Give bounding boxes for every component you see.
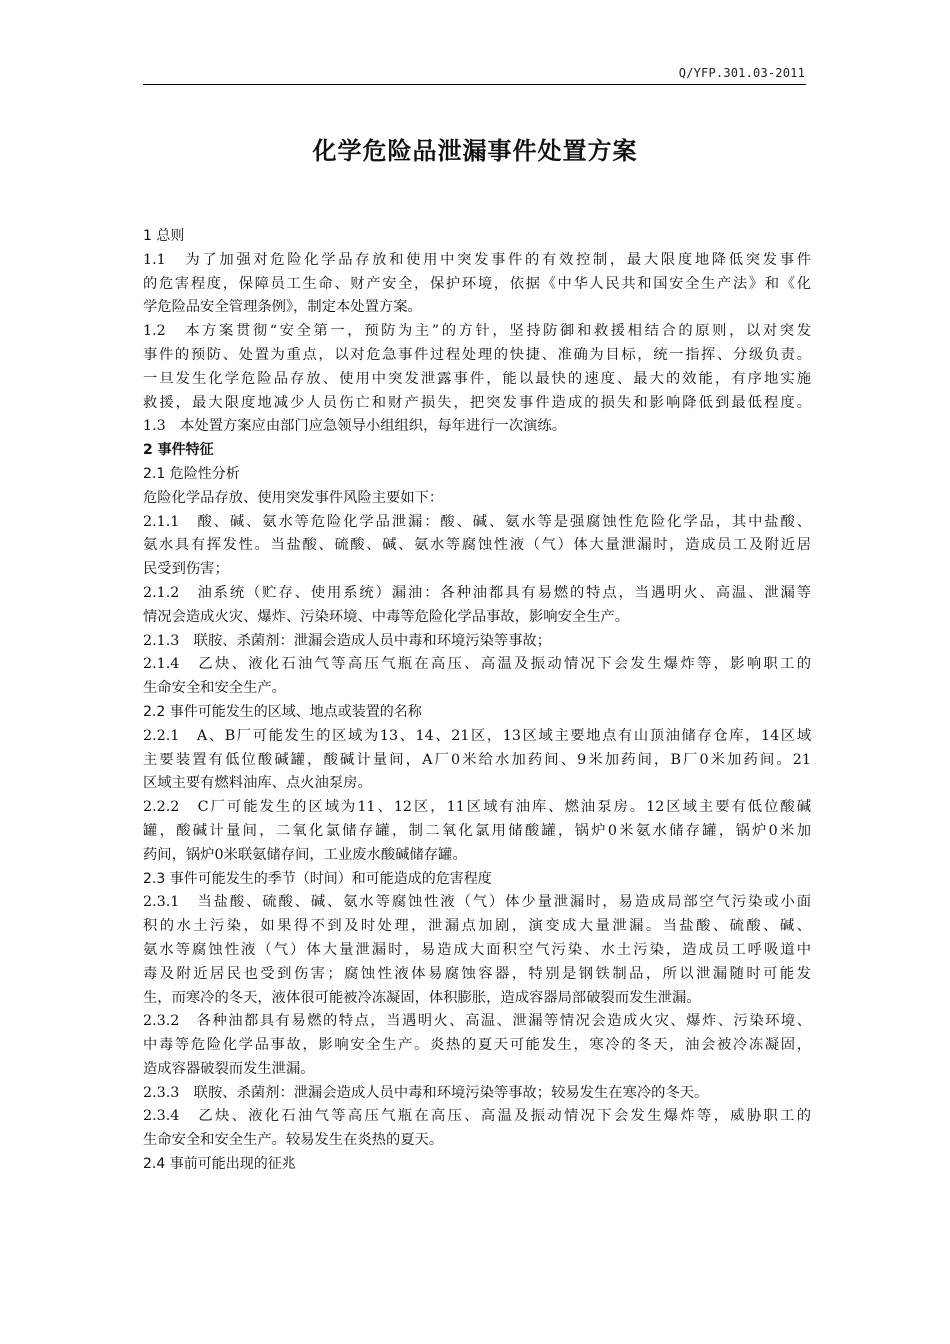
- document-code: Q/YFP.301.03-2011: [678, 66, 805, 80]
- header-rule: [143, 84, 806, 85]
- paragraph-line: 危险化学品存放、使用突发事件风险主要如下：: [143, 489, 444, 506]
- paragraph-line: 1.1 为了加强对危险化学品存放和使用中突发事件的有效控制，最大限度地降低突发事件: [143, 251, 811, 268]
- paragraph-line: 2.1.2 油系统（贮存、使用系统）漏油：各种油都具有易燃的特点，当遇明火、高温、泄漏等: [143, 584, 811, 601]
- paragraph-line: 2.3.4 乙炔、液化石油气等高压气瓶在高压、高温及振动情况下会发生爆炸等，威胁职工的: [143, 1108, 811, 1125]
- paragraph-line: 毒及附近居民也受到伤害；腐蚀性液体易腐蚀容器，特别是钢铁制品，所以泄漏随时可能发: [143, 965, 811, 982]
- section-heading: 1 总则: [143, 228, 185, 244]
- paragraph-line: 学危险品安全管理条例》，制定本处置方案。: [143, 299, 422, 316]
- paragraph-line: 情况会造成火灾、爆炸、污染环境、中毒等危险化学品事故，影响安全生产。: [143, 608, 630, 625]
- section-heading: 2.1 危险性分析: [143, 465, 240, 482]
- paragraph-line: 造成容器破裂而发生泄漏。: [143, 1060, 315, 1077]
- paragraph-line: 区域主要有燃料油库、点火油泵房。: [143, 775, 372, 792]
- paragraph-line: 2.1.1 酸、碱、氨水等危险化学品泄漏：酸、碱、氨水等是强腐蚀性危险化学品，其中盐酸、: [143, 513, 811, 530]
- paragraph-line: 2.2.2 C厂可能发生的区域为11、12区，11区域有油库、燃油泵房。12区域主要有低位酸碱: [143, 799, 811, 816]
- paragraph-line: 2.1.4 乙炔、液化石油气等高压气瓶在高压、高温及振动情况下会发生爆炸等，影响职工的: [143, 656, 811, 673]
- paragraph-line: 2.2.1 A、B厂可能发生的区域为13、14、21区，13区域主要地点有山顶油储存仓库，14区域: [143, 727, 811, 744]
- paragraph-line: 中毒等危险化学品事故，影响安全生产。炎热的夏天可能发生，寒冷的冬天，油会被冷冻凝固，: [143, 1037, 811, 1054]
- paragraph-line: 2.1.3 联胺、杀菌剂：泄漏会造成人员中毒和环境污染等事故；: [143, 632, 552, 649]
- paragraph-line: 生，而寒冷的冬天，液体很可能被冷冻凝固，体积膨胀，造成容器局部破裂而发生泄漏。: [143, 989, 701, 1006]
- paragraph-line: 2.3.3 联胺、杀菌剂：泄漏会造成人员中毒和环境污染等事故；较易发生在寒冷的冬天。: [143, 1084, 709, 1101]
- paragraph-line: 氨水具有挥发性。当盐酸、硫酸、碱、氨水等腐蚀性液（气）体大量泄漏时，造成员工及附近居: [143, 537, 811, 554]
- paragraph-line: 2.3.2 各种油都具有易燃的特点，当遇明火、高温、泄漏等情况会造成火灾、爆炸、污染环境、: [143, 1013, 811, 1030]
- paragraph-line: 1.2 本方案贯彻“安全第一，预防为主”的方针，坚持防御和救援相结合的原则，以对突发: [143, 323, 811, 340]
- paragraph-line: 的危害程度，保障员工生命、财产安全，保护环境，依据《中华人民共和国安全生产法》和《化: [143, 275, 811, 292]
- paragraph-line: 2.3.1 当盐酸、硫酸、碱、氨水等腐蚀性液（气）体少量泄漏时，易造成局部空气污染或小面: [143, 894, 811, 911]
- paragraph-line: 药间，锅炉0米联氨储存间，工业废水酸碱储存罐。: [143, 846, 467, 863]
- section-heading: 2.2 事件可能发生的区域、地点或装置的名称: [143, 703, 422, 720]
- paragraph-line: 生命安全和安全生产。较易发生在炎热的夏天。: [143, 1132, 444, 1149]
- paragraph-line: 一旦发生化学危险品存放、使用中突发泄露事件，能以最快的速度、最大的效能，有序地实施: [143, 370, 811, 387]
- paragraph-line: 民受到伤害；: [143, 561, 229, 578]
- paragraph-line: 救援，最大限度地减少人员伤亡和财产损失，把突发事件造成的损失和影响降低到最低程度。: [143, 394, 811, 411]
- section-heading: 2.3 事件可能发生的季节（时间）和可能造成的危害程度: [143, 870, 492, 887]
- paragraph-line: 事件的预防、处置为重点，以对危急事件过程处理的快捷、准确为目标，统一指挥、分级负责。: [143, 346, 811, 363]
- paragraph-line: 氨水等腐蚀性液（气）体大量泄漏时，易造成大面积空气污染、水土污染，造成员工呼吸道中: [143, 941, 811, 958]
- paragraph-line: 罐，酸碱计量间，二氧化氯储存罐，制二氧化氯用储酸罐，锅炉0米氨水储存罐，锅炉0米加: [143, 822, 811, 839]
- paragraph-line: 1.3 本处置方案应由部门应急领导小组组织，每年进行一次演练。: [143, 418, 567, 435]
- paragraph-line: 生命安全和安全生产。: [143, 680, 286, 697]
- paragraph-line: 积的水土污染，如果得不到及时处理，泄漏点加剧，演变成大量泄漏。当盐酸、硫酸、碱、: [143, 918, 811, 935]
- page-title: 化学危险品泄漏事件处置方案: [312, 137, 638, 165]
- section-heading: 2 事件特征: [143, 442, 214, 459]
- paragraph-line: 主要装置有低位酸碱罐，酸碱计量间，A厂0米给水加药间、9米加药间，B厂0米加药间。21: [143, 751, 811, 768]
- document-body: [143, 225, 811, 1177]
- section-heading: 2.4 事前可能出现的征兆: [143, 1156, 296, 1173]
